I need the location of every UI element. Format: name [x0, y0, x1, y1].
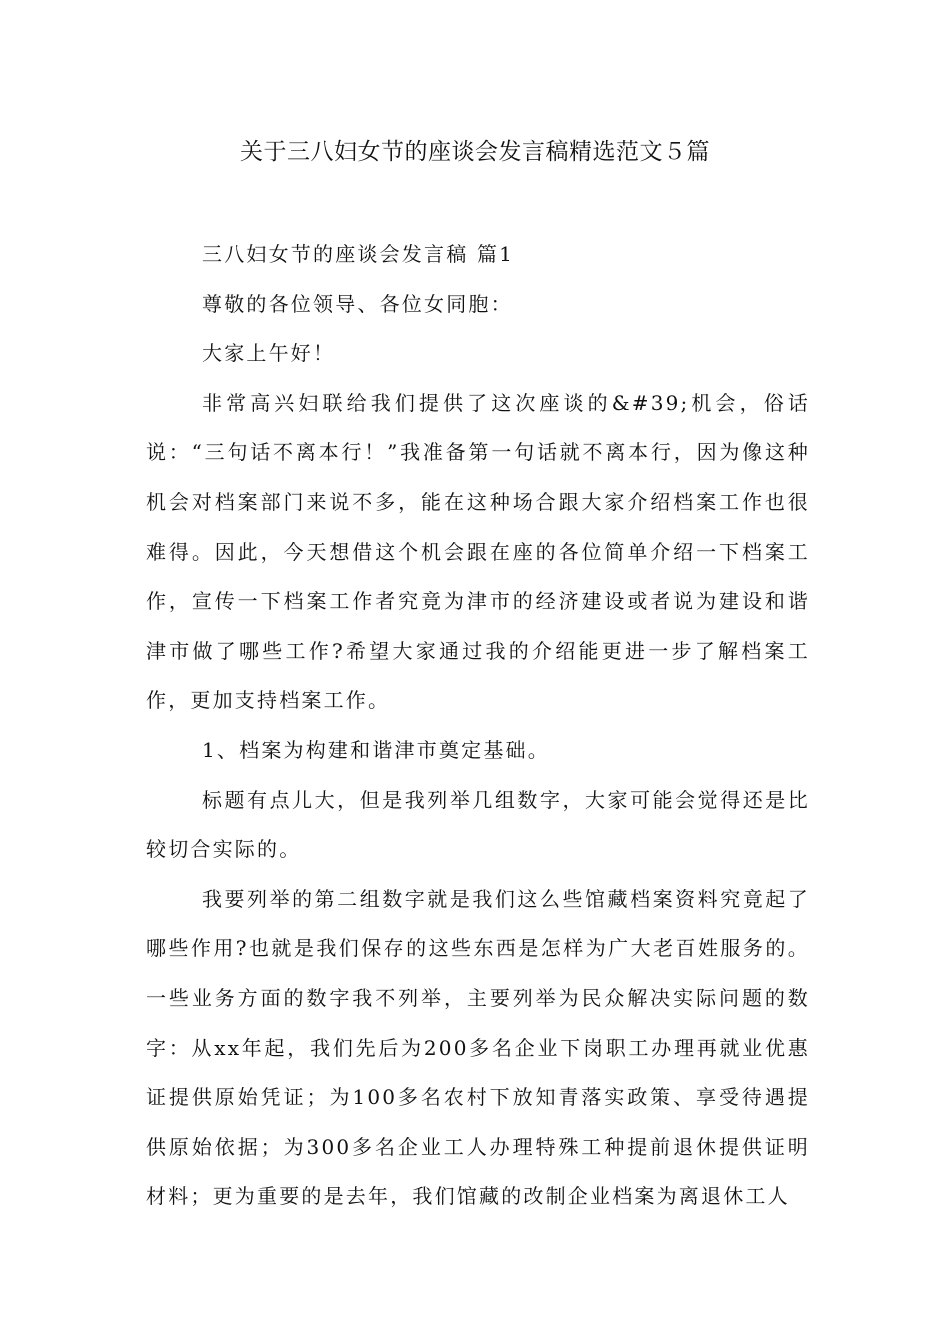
paragraph-second-group: 我要列举的第二组数字就是我们这么些馆藏档案资料究竟起了哪些作用?也就是我们保存的这些东西是怎样为广大老百姓服务的。一些业务方面的数字我不列举，主要列举为民众解决实际问题的数字：从xx年起，我们先后为200多名企业下岗职工办理再就业优惠证提供原始凭证；为100多名农村下放知青落实政策、享受待遇提供原始依据；为300多名企业工人办理特殊工种提前退休提供证明材料；更为重要的是去年，我们馆藏的改制企业档案为离退休工人 — [146, 886, 810, 1209]
salutation: 尊敬的各位领导、各位女同胞： — [202, 291, 513, 316]
paragraph-numbers: 标题有点儿大，但是我列举几组数字，大家可能会觉得还是比较切合实际的。 — [146, 787, 810, 862]
point-heading-1: 1、档案为构建和谐津市奠定基础。 — [202, 737, 550, 762]
document-body — [146, 230, 810, 1222]
paragraph-intro: 非常高兴妇联给我们提供了这次座谈的&#39;机会，俗话说：“三句话不离本行！”我准备第一句话就不离本行，因为像这种机会对档案部门来说不多，能在这种场合跟大家介绍档案工作也很难得。因此，今天想借这个机会跟在座的各位简单介绍一下档案工作，宣传一下档案工作者究竟为津市的经济建设或者说为建设和谐津市做了哪些工作?希望大家通过我的介绍能更进一步了解档案工作，更加支持档案工作。 — [146, 390, 810, 713]
greeting: 大家上午好！ — [202, 341, 336, 366]
document-title: 关于三八妇女节的座谈会发言稿精选范文５篇 — [240, 139, 710, 165]
section-heading: 三八妇女节的座谈会发言稿 篇1 — [202, 242, 515, 266]
